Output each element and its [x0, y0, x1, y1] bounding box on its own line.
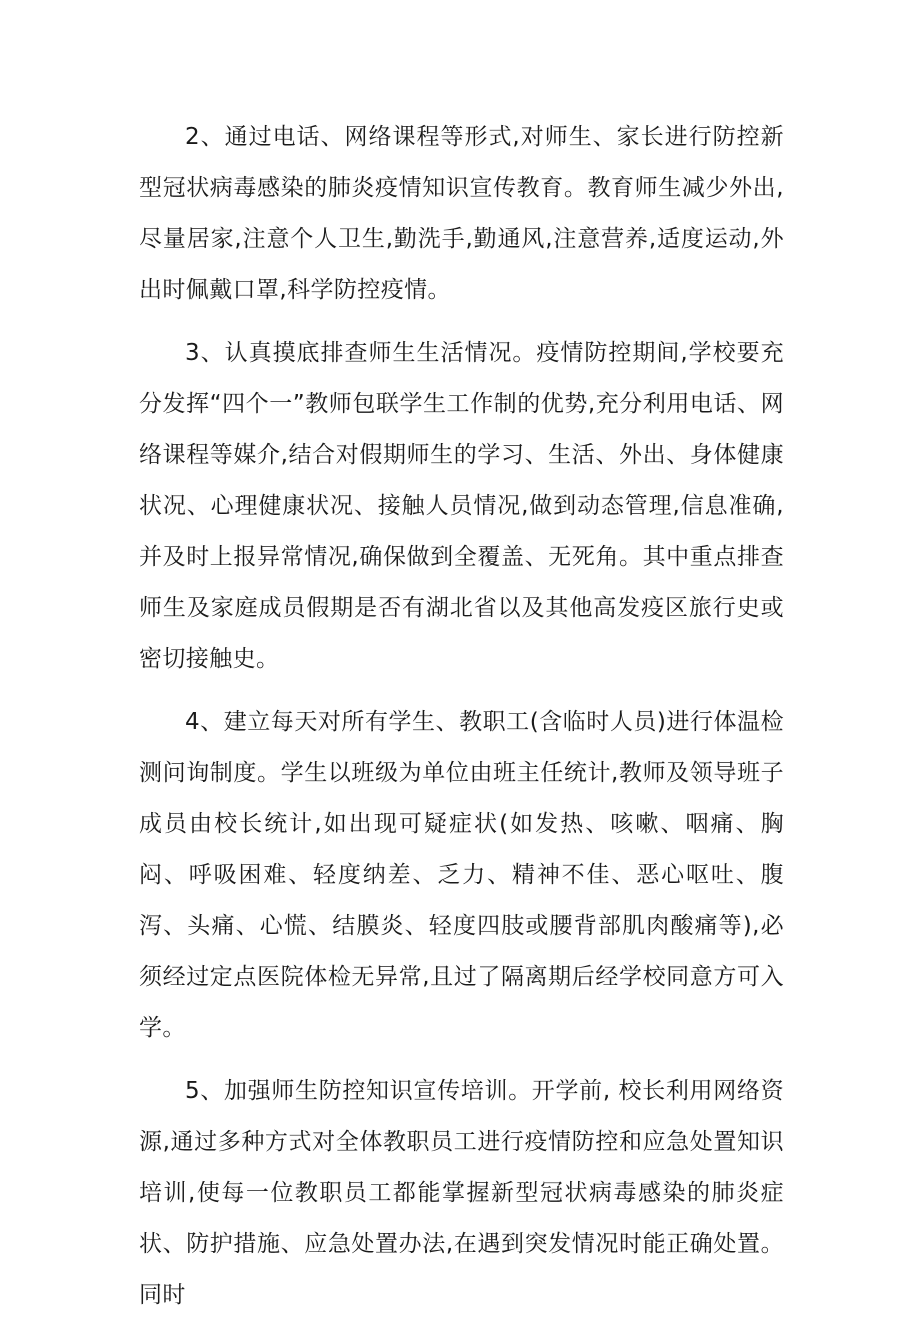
paragraph-item-2: 2、通过电话、网络课程等形式,对师生、家长进行防控新型冠状病毒感染的肺炎疫情知识宣传教育。教育师生减少外出,尽量居家,注意个人卫生,勤洗手,勤通风,注意营养,适度运动,外出时佩戴口罩,科学防控疫情。 [139, 124, 784, 303]
paragraph-item-3: 3、认真摸底排查师生生活情况。疫情防控期间,学校要充分发挥“四个一”教师包联学生工作制的优势,充分利用电话、网络课程等媒介,结合对假期师生的学习、生活、外出、身体健康状况、心理健康状况、接触人员情况,做到动态管理,信息准确,并及时上报异常情况,确保做到全覆盖、无死角。其中重点排查师生及家庭成员假期是否有湖北省以及其他高发疫区旅行史或密切接触史。 [139, 340, 784, 672]
paragraph-item-5: 5、加强师生防控知识宣传培训。开学前, 校长利用网络资源,通过多种方式对全体教职员工进行疫情防控和应急处置知识培训,使每一位教职员工都能掌握新型冠状病毒感染的肺炎症状、防护措施、应急处置办法,在遇到突发情况时能正确处置。同时 [139, 1078, 784, 1308]
document-page [139, 112, 784, 1333]
paragraph-item-4: 4、建立每天对所有学生、教职工(含临时人员)进行体温检测问询制度。学生以班级为单位由班主任统计,教师及领导班子成员由校长统计,如出现可疑症状(如发热、咳嗽、咽痛、胸闷、呼吸困难、轻度纳差、乏力、精神不佳、恶心呕吐、腹泻、头痛、心慌、结膜炎、轻度四肢或腰背部肌肉酸痛等),必须经过定点医院体检无异常,且过了隔离期后经学校同意方可入学。 [139, 709, 784, 1041]
